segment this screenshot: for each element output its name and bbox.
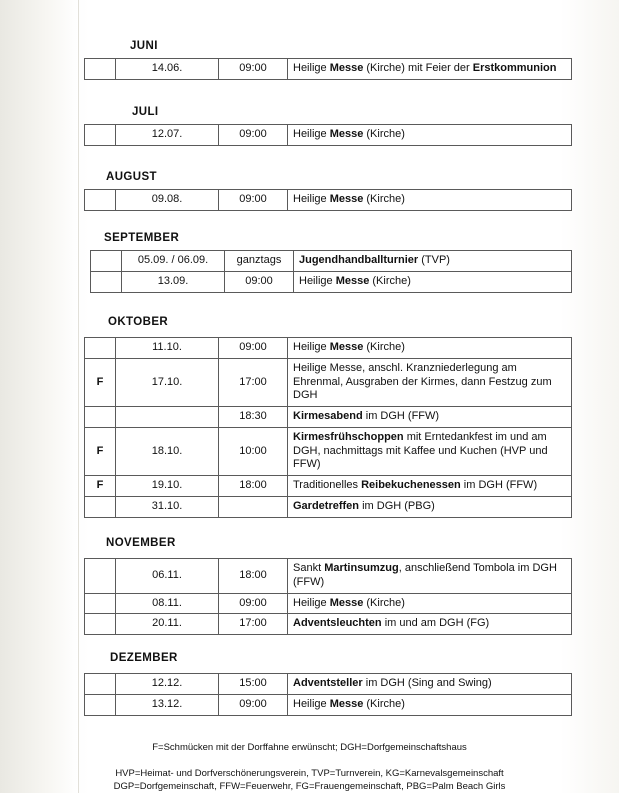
row-date: 12.12. bbox=[116, 674, 219, 695]
row-date: 09.08. bbox=[116, 190, 219, 211]
row-date: 20.11. bbox=[116, 614, 219, 635]
row-date: 18.10. bbox=[116, 427, 219, 475]
description-emphasis: Reibekuchenessen bbox=[361, 479, 461, 491]
row-flag bbox=[91, 251, 122, 272]
description-emphasis: Jugendhandballturnier bbox=[299, 254, 419, 266]
month-heading: JUNI bbox=[130, 40, 158, 52]
row-time: 09:00 bbox=[225, 271, 294, 292]
row-flag bbox=[85, 694, 116, 715]
table-row bbox=[85, 358, 572, 406]
table-row bbox=[85, 125, 572, 146]
row-flag: F bbox=[85, 476, 116, 497]
description-text: Heilige bbox=[293, 193, 330, 205]
legend-block bbox=[0, 768, 619, 794]
row-flag bbox=[85, 674, 116, 695]
row-description bbox=[294, 271, 572, 292]
row-time: 09:00 bbox=[219, 190, 288, 211]
month-heading: SEPTEMBER bbox=[104, 232, 180, 244]
row-date: 14.06. bbox=[116, 59, 219, 80]
description-emphasis: Martinsumzug bbox=[324, 562, 399, 574]
month-heading: DEZEMBER bbox=[110, 652, 178, 664]
row-time: 09:00 bbox=[219, 59, 288, 80]
table-row bbox=[85, 593, 572, 614]
month-table bbox=[84, 189, 572, 211]
row-description bbox=[288, 125, 572, 146]
description-emphasis: Messe bbox=[329, 128, 364, 140]
description-emphasis: Kirmesfrühschoppen bbox=[293, 430, 404, 443]
row-description bbox=[288, 559, 572, 594]
row-date bbox=[116, 407, 219, 428]
description-emphasis: Messe bbox=[329, 62, 364, 74]
row-flag bbox=[85, 407, 116, 428]
month-table bbox=[84, 58, 572, 80]
row-description bbox=[288, 614, 572, 635]
row-time: 09:00 bbox=[219, 125, 288, 146]
description-text: im DGH (FFW) bbox=[362, 410, 440, 422]
description-emphasis: Gardetreffen bbox=[293, 499, 360, 512]
row-date: 11.10. bbox=[116, 338, 219, 359]
row-flag bbox=[85, 338, 116, 359]
table-row bbox=[85, 338, 572, 359]
description-emphasis: Adventsleuchten bbox=[293, 617, 382, 630]
row-date: 05.09. / 06.09. bbox=[122, 251, 225, 272]
row-description bbox=[288, 694, 572, 715]
month-table bbox=[90, 250, 572, 293]
month-heading: AUGUST bbox=[106, 171, 157, 183]
description-emphasis: Erstkommunion bbox=[472, 62, 557, 74]
row-flag bbox=[85, 125, 116, 146]
description-text: Heilige bbox=[293, 62, 330, 74]
description-text: (Kirche) bbox=[363, 697, 405, 710]
month-table bbox=[84, 558, 572, 635]
description-emphasis: Messe bbox=[335, 274, 370, 287]
row-date: 17.10. bbox=[116, 358, 219, 406]
description-text: (Kirche) bbox=[369, 274, 411, 287]
row-description bbox=[288, 476, 572, 497]
description-text: (Kirche) bbox=[363, 341, 405, 353]
row-flag: F bbox=[85, 427, 116, 475]
description-text: Heilige bbox=[299, 274, 336, 287]
row-date: 06.11. bbox=[116, 559, 219, 594]
description-text: im DGH (PBG) bbox=[359, 499, 435, 512]
row-time: 15:00 bbox=[219, 674, 288, 695]
table-row bbox=[85, 694, 572, 715]
row-time: ganztags bbox=[225, 251, 294, 272]
table-row bbox=[91, 271, 572, 292]
table-row bbox=[85, 476, 572, 497]
description-text: Traditionelles bbox=[293, 479, 362, 491]
footnote-block bbox=[0, 742, 619, 753]
description-text: (Kirche) bbox=[363, 193, 405, 205]
month-table bbox=[84, 124, 572, 146]
row-date: 31.10. bbox=[116, 496, 219, 517]
footnote-text: F=Schmücken mit der Dorffahne erwünscht; DGH=Dorfgemeinschaftshaus bbox=[152, 742, 467, 753]
description-text: Heilige bbox=[293, 697, 330, 710]
description-text: mit Erntedankfest im und am DGH, nachmittags mit Kaffee und Kuchen (HVP und FFW) bbox=[293, 430, 548, 471]
row-description bbox=[288, 338, 572, 359]
row-description bbox=[288, 59, 572, 80]
description-emphasis: Messe bbox=[329, 697, 364, 710]
description-emphasis: Kirmesabend bbox=[293, 410, 363, 422]
description-text: Heilige bbox=[293, 341, 330, 353]
table-row bbox=[91, 251, 572, 272]
month-heading: NOVEMBER bbox=[106, 537, 176, 549]
table-row bbox=[85, 59, 572, 80]
table-row bbox=[85, 190, 572, 211]
row-description bbox=[288, 358, 572, 406]
row-time: 17:00 bbox=[219, 614, 288, 635]
row-flag bbox=[85, 496, 116, 517]
description-text: (Kirche) bbox=[363, 596, 405, 609]
row-description bbox=[288, 674, 572, 695]
description-text: Heilige bbox=[293, 128, 330, 140]
row-time: 09:00 bbox=[219, 338, 288, 359]
row-flag bbox=[85, 559, 116, 594]
month-table bbox=[84, 337, 572, 518]
row-flag bbox=[85, 59, 116, 80]
row-time: 10:00 bbox=[219, 427, 288, 475]
description-text: (Kirche) bbox=[363, 128, 405, 140]
month-heading: OKTOBER bbox=[108, 316, 169, 328]
row-description bbox=[294, 251, 572, 272]
row-time: 17:00 bbox=[219, 358, 288, 406]
row-flag bbox=[85, 593, 116, 614]
description-text: Sankt bbox=[293, 562, 325, 574]
table-row bbox=[85, 559, 572, 594]
row-time: 18:30 bbox=[219, 407, 288, 428]
row-description bbox=[288, 427, 572, 475]
description-text: (TVP) bbox=[418, 254, 450, 266]
description-text: Heilige bbox=[293, 596, 330, 609]
description-emphasis: Messe bbox=[329, 596, 364, 609]
row-time: 18:00 bbox=[219, 476, 288, 497]
row-description bbox=[288, 407, 572, 428]
month-table bbox=[84, 673, 572, 716]
row-date: 12.07. bbox=[116, 125, 219, 146]
legend-line-1: HVP=Heimat- und Dorfverschönerungsverein, TVP=Turnverein, KG=Karnevalsgemeinschaft bbox=[115, 768, 504, 779]
row-flag bbox=[85, 190, 116, 211]
table-row bbox=[85, 407, 572, 428]
row-time: 09:00 bbox=[219, 593, 288, 614]
description-emphasis: Messe bbox=[329, 193, 364, 205]
description-text: im DGH (Sing and Swing) bbox=[362, 677, 492, 689]
row-date: 13.12. bbox=[116, 694, 219, 715]
table-row bbox=[85, 496, 572, 517]
row-description bbox=[288, 190, 572, 211]
row-description bbox=[288, 593, 572, 614]
table-row bbox=[85, 427, 572, 475]
description-emphasis: Messe bbox=[329, 341, 364, 353]
row-description bbox=[288, 496, 572, 517]
row-time bbox=[219, 496, 288, 517]
row-date: 19.10. bbox=[116, 476, 219, 497]
month-heading: JULI bbox=[132, 106, 159, 118]
row-date: 08.11. bbox=[116, 593, 219, 614]
table-row bbox=[85, 614, 572, 635]
row-time: 18:00 bbox=[219, 559, 288, 594]
description-text: im DGH (FFW) bbox=[460, 479, 538, 491]
description-text: im und am DGH (FG) bbox=[381, 617, 490, 630]
description-text: (Kirche) mit Feier der bbox=[363, 62, 473, 74]
row-flag bbox=[91, 271, 122, 292]
description-text: , anschließend Tombola im DGH (FFW) bbox=[293, 562, 557, 588]
row-date: 13.09. bbox=[122, 271, 225, 292]
row-flag bbox=[85, 614, 116, 635]
paper-left-margin bbox=[0, 0, 79, 793]
description-text: Heilige Messe, anschl. Kranzniederlegung am Ehrenmal, Ausgraben der Kirmes, dann Festzug zum DGH bbox=[293, 361, 552, 402]
description-emphasis: Adventsteller bbox=[293, 677, 363, 689]
row-time: 09:00 bbox=[219, 694, 288, 715]
legend-line-2: DGP=Dorfgemeinschaft, FFW=Feuerwehr, FG=Frauengemeinschaft, PBG=Palm Beach Girls bbox=[113, 780, 506, 792]
row-flag: F bbox=[85, 358, 116, 406]
table-row bbox=[85, 674, 572, 695]
